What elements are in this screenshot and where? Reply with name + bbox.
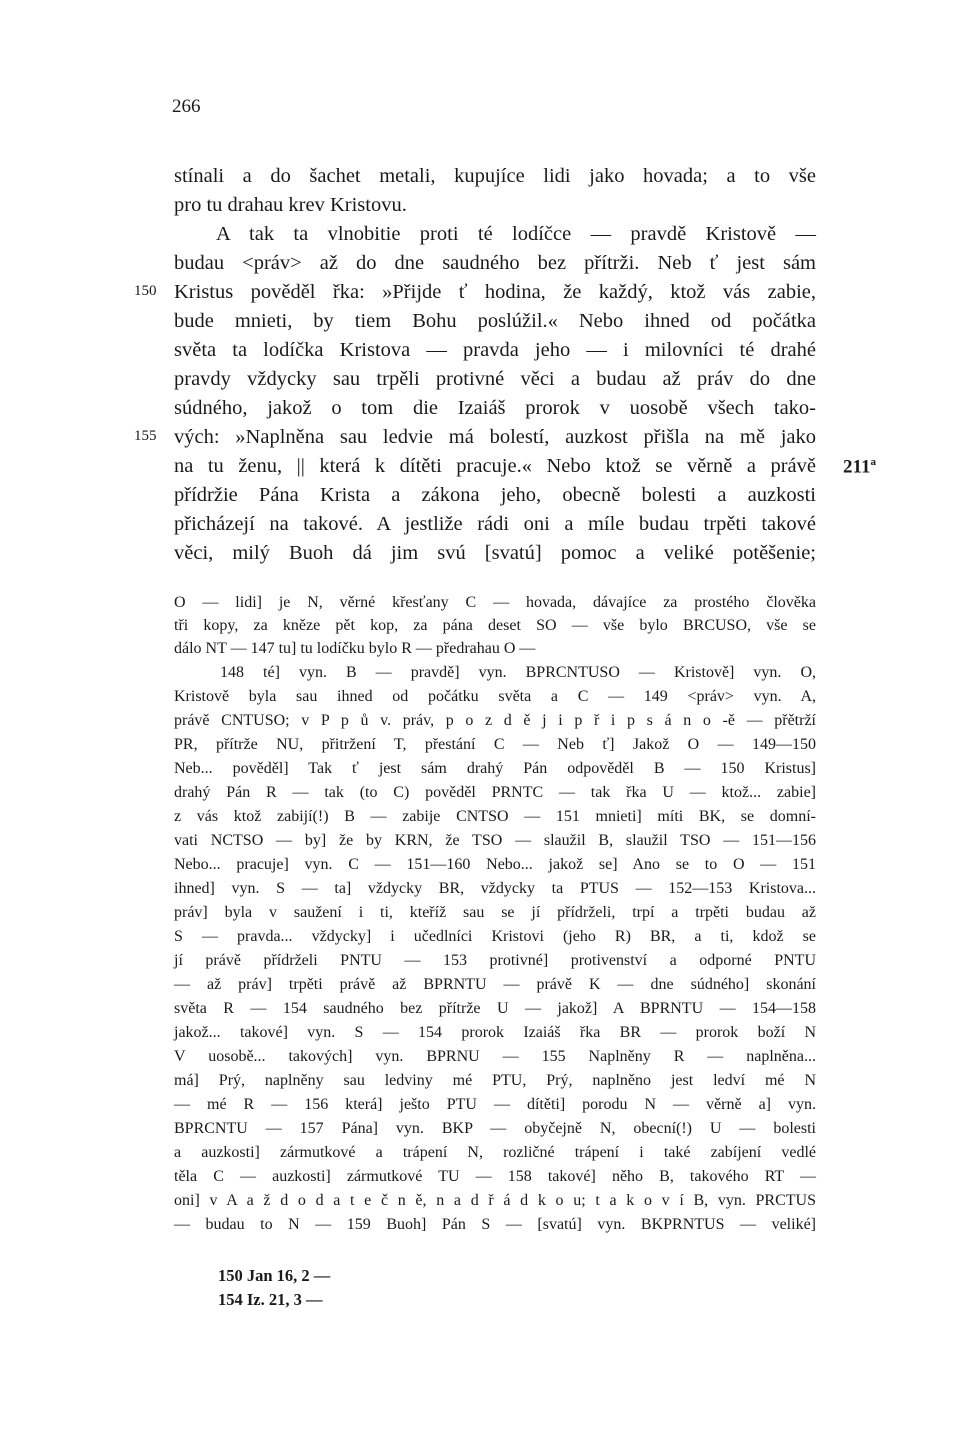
main-line: na tu ženu, || která k dítěti pracuje.« Nebo ktož se věrně a právě: [174, 455, 816, 477]
reference-line: 154 Iz. 21, 3 —: [218, 1290, 323, 1309]
main-line: světa ta lodíčka Kristova — pravda jeho — i milovníci té drahé: [174, 339, 816, 361]
note-line: těla C — auzkosti] zármutkové TU — 158 takové] něho B, takového RT —: [174, 1168, 816, 1185]
note-line: PR, přítrže NU, přitržení T, přestání C — Neb ť] Jakož O — 149—150: [174, 736, 816, 753]
note-line: má] Prý, naplněny sau ledviny mé PTU, Prý, naplněno jest ledví mé N: [174, 1072, 816, 1089]
main-line: věci, milý Buoh dá jim svú [svatú] pomoc a veliké potěšenie;: [174, 542, 816, 564]
main-line: súdného, jakož o tom die Izaiáš prorok v uosobě všech tako-: [174, 397, 816, 419]
note-line: právě CNTUSO; v P p ů v. práv, p o z d ě j i p ř i p s á n o -ě — přětrží: [174, 712, 816, 729]
note-line: dálo NT — 147 tu] tu lodíčku bylo R — předrahau O —: [174, 640, 536, 657]
page-number: 266: [172, 96, 201, 117]
note-line: — budau to N — 159 Buoh] Pán S — [svatú] vyn. BKPRNTUS — veliké]: [174, 1216, 816, 1233]
main-line: A tak ta vlnobitie proti té lodíčce — pravdě Kristově —: [216, 223, 816, 245]
note-line: Nebo... pracuje] vyn. C — 151—160 Nebo... jakož se] Ano se to O — 151: [174, 856, 816, 873]
main-line: pro tu drahau krev Kristovu.: [174, 194, 407, 216]
main-line: pravdy vždycky sau trpěli protivné věci a budau až práv do dne: [174, 368, 816, 390]
note-line: jakož... takové] vyn. S — 154 prorok Izaiáš řka BR — prorok boží N: [174, 1024, 816, 1041]
margin-ref-sup: a: [870, 456, 876, 468]
note-line: drahý Pán R — tak (to C) pověděl PRNTC — tak řka U — ktož... zabie]: [174, 784, 816, 801]
line-number: 150: [134, 283, 157, 299]
main-line: přicházejí na takové. A jestliže rádi oni a míle budau trpěti takové: [174, 513, 816, 535]
note-line: oni] v A a ž d o d a t e č n ě, n a d ř á d k o u; t a k o v í B, vyn. PRCTUS: [174, 1192, 816, 1209]
note-line: — mé R — 156 která] ješto PTU — dítěti] porodu N — věrně a] vyn.: [174, 1096, 816, 1113]
note-line: BPRCNTU — 157 Pána] vyn. BKP — obyčejně N, obecní(!) U — bolesti: [174, 1120, 816, 1137]
note-line: vati NCTSO — by] že by KRN, že TSO — slaužil B, slaužil TSO — 151—156: [174, 832, 816, 849]
margin-ref-number: 211: [843, 456, 871, 478]
margin-page-reference: [843, 456, 876, 478]
note-line: jí právě přídrželi PNTU — 153 protivné] protivenství a odporné PNTU: [174, 952, 816, 969]
main-line: Kristus pověděl řka: »Přijde ť hodina, že každý, ktož vás zabie,: [174, 281, 816, 303]
main-line: vých: »Naplněna sau ledvie má bolestí, auzkost přišla na mě jako: [174, 426, 816, 448]
note-line: a auzkosti] zármutkové a trápení N, rozličné trápení i také zabíjení vedlé: [174, 1144, 816, 1161]
note-line: Kristově byla sau ihned od počátku světa a C — 149 <práv> vyn. A,: [174, 688, 816, 705]
line-number: 155: [134, 428, 157, 444]
note-line: S — pravda... vždycky] i učedlníci Kristovi (jeho R) BR, a ti, kdož se: [174, 928, 816, 945]
main-line: přídržie Pána Krista a zákona jeho, obecně bolesti a auzkosti: [174, 484, 816, 506]
note-line: práv] byla v saužení i ti, kteříž sau se jí přídrželi, trpí a trpěti budau až: [174, 904, 816, 921]
note-line: světa R — 154 saudného bez přítrže U — jakož] A BPRNTU — 154—158: [174, 1000, 816, 1017]
main-line: stínali a do šachet metali, kupujíce lidi jako hovada; a to vše: [174, 165, 816, 187]
note-line: Neb... pověděl] Tak ť jest sám drahý Pán odpověděl B — 150 Kristus]: [174, 760, 816, 777]
note-line: tři kopy, za kněze pět kop, za pána deset SO — vše bylo BRCUSO, vše se: [174, 617, 816, 634]
reference-line: 150 Jan 16, 2 —: [218, 1266, 331, 1285]
note-line: z vás ktož zabijí(!) B — zabije CNTSO — 151 mnieti] míti BK, se domní-: [174, 808, 816, 825]
note-line: 148 té] vyn. B — pravdě] vyn. BPRCNTUSO — Kristově] vyn. O,: [220, 664, 816, 681]
note-line: V uosobě... takových] vyn. BPRNU — 155 Naplněny R — naplněna...: [174, 1048, 816, 1065]
main-line: budau <práv> až do dne saudného bez přítrži. Neb ť jest sám: [174, 252, 816, 274]
note-line: ihned] vyn. S — ta] vždycky BR, vždycky ta PTUS — 152—153 Kristova...: [174, 880, 816, 897]
note-line: — až práv] trpěti právě až BPRNTU — právě K — dne súdného] skonání: [174, 976, 816, 993]
note-line: O — lidi] je N, věrné křesťany C — hovada, dávajíce za prostého člověka: [174, 594, 816, 611]
main-line: bude mnieti, by tiem Bohu poslúžil.« Nebo ihned od počátka: [174, 310, 816, 332]
